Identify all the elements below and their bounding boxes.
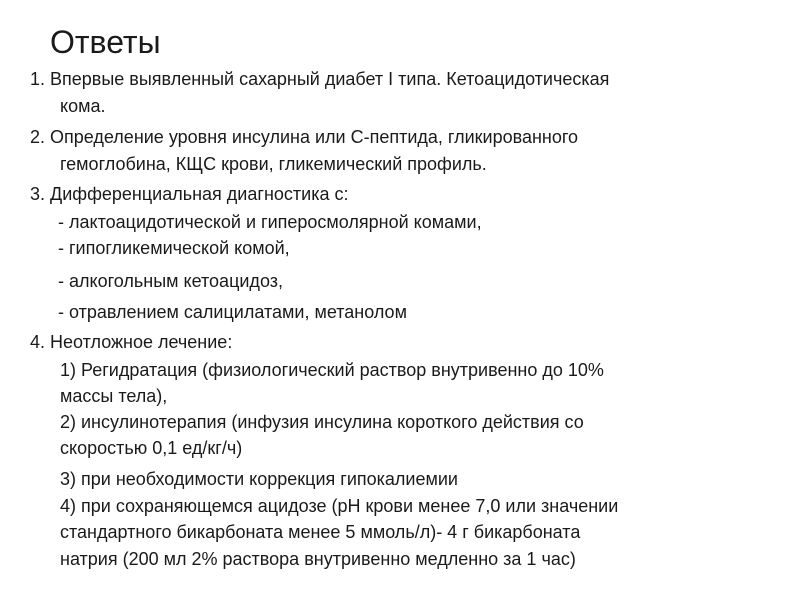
slide-title: Ответы — [50, 24, 161, 60]
answer-3-line-2: - лактоацидотической и гиперосмолярной комами, — [58, 212, 482, 232]
answer-3-line-3: - гипогликемической комой, — [58, 238, 290, 258]
answer-2-line-1: 2. Определение уровня инсулина или С-пептида, гликированного — [30, 127, 579, 147]
answer-3-line-5: - отравлением салицилатами, метанолом — [58, 302, 407, 322]
answer-3-line-4: - алкогольным кетоацидоз, — [58, 271, 283, 291]
answer-4-line-5: скоростью 0,1 ед/кг/ч) — [60, 438, 243, 458]
answer-4-line-3: массы тела), — [60, 386, 168, 406]
answer-4-line-1: 4. Неотложное лечение: — [30, 332, 233, 352]
answer-4-line-4: 2) инсулинотерапия (инфузия инсулина короткого действия со — [60, 412, 584, 432]
answer-4-line-2: 1) Регидратация (физиологический раствор внутривенно до 10% — [60, 360, 604, 380]
answer-4-line-6: 3) при необходимости коррекция гипокалиемии — [60, 469, 458, 489]
answer-1-line-1: 1. Впервые выявленный сахарный диабет I типа. Кетоацидотическая — [30, 69, 610, 89]
answer-3-line-1: 3. Дифференциальная диагностика с: — [30, 184, 349, 204]
answer-4-line-7: 4) при сохраняющемся ацидозе (рН крови менее 7,0 или значении — [60, 496, 619, 516]
answer-4-line-9: натрия (200 мл 2% раствора внутривенно медленно за 1 час) — [60, 549, 576, 569]
answer-4-line-8: стандартного бикарбоната менее 5 ммоль/л)- 4 г бикарбоната — [60, 522, 581, 542]
answer-2-line-2: гемоглобина, КЩС крови, гликемический профиль. — [60, 154, 487, 174]
answer-1-line-2: кома. — [60, 96, 106, 116]
